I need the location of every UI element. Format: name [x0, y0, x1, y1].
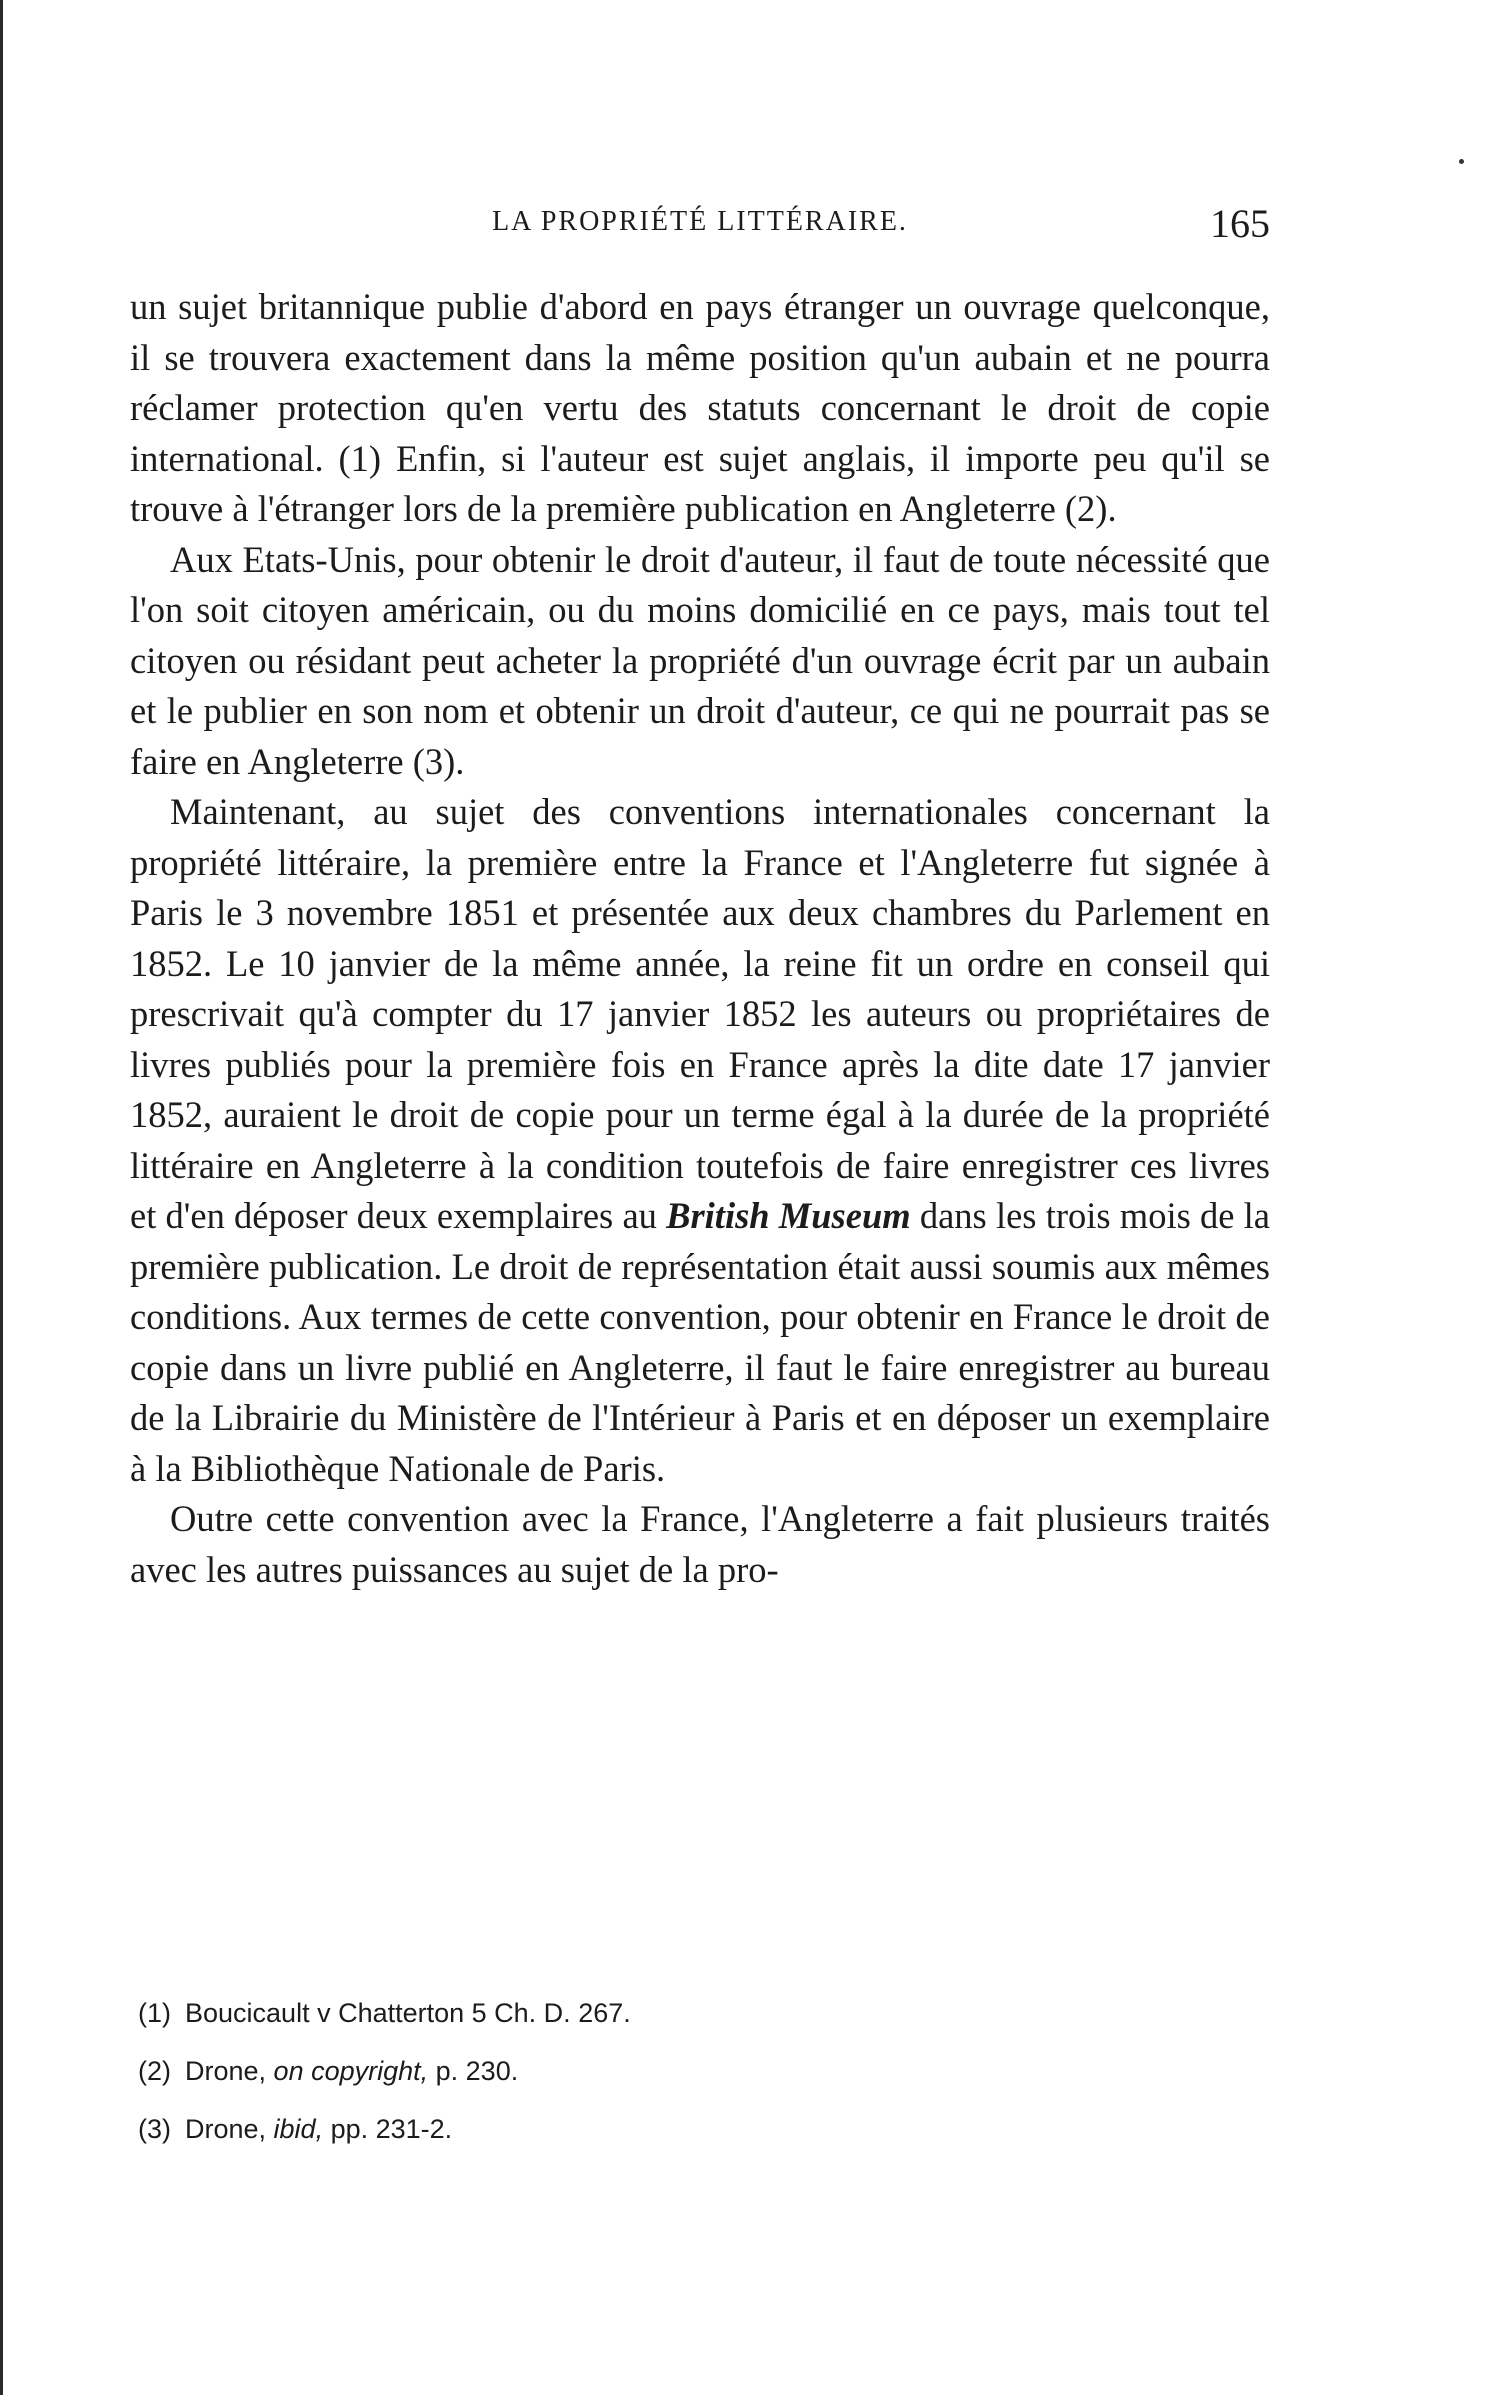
footnote-text-run: Boucicault v Chatterton 5 Ch. D. 267.	[185, 1998, 631, 2028]
footnote-text-run: Drone,	[185, 2056, 274, 2086]
footnote-3	[138, 2114, 1238, 2172]
footnotes	[138, 1998, 1238, 2172]
paragraph-etats-unis	[130, 535, 1270, 788]
footnote-mark: (2)	[138, 2056, 171, 2086]
footnote-italic-run: ibid,	[273, 2114, 324, 2144]
footnote-text-run: pp. 231-2.	[323, 2114, 453, 2144]
footnote-text-run: Drone,	[185, 2114, 274, 2144]
page-number: 165	[1210, 201, 1270, 246]
paragraph-text-run: Outre cette convention avec la France, l'Angleterre a fait plusieurs traités avec les autres puissances au sujet de la pro-	[130, 1498, 1270, 1590]
footnote-mark: (3)	[138, 2114, 171, 2144]
paragraph-continuation	[130, 282, 1270, 535]
paragraph-text-run: Maintenant, au sujet des conventions internationales concernant la propriété littéraire, la première entre la France et l'Angleterre fut signée à Paris le 3 novembre 1851 et présentée aux deux chambres du Parlement en 1852. Le 10 janvier de la même année, la reine fit un ordre en conseil qui prescrivait qu'à compter du 17 janvier 1852 les auteurs ou propriétaires de livres publiés pour la première fois en France après la dite date 17 janvier 1852, auraient le droit de copie pour un terme égal à la durée de la propriété littéraire en Angleterre à la condition toutefois de faire enregistrer ces livres et d'en déposer deux exemplaires au	[130, 791, 1270, 1236]
footnote-2	[138, 2056, 1238, 2114]
paragraph-conventions	[130, 787, 1270, 1494]
footnote-text-run: p. 230.	[428, 2056, 519, 2086]
page-header	[130, 200, 1270, 250]
paragraph-text-run: un sujet britannique publie d'abord en pays étranger un ouvrage quelconque, il se trouvera exactement dans la même position qu'un aubain et ne pourra réclamer protection qu'en vertu des statuts concernant le droit de copie international. (1) Enfin, si l'auteur est sujet anglais, il importe peu qu'il se trouve à l'étranger lors de la première publication en Angleterre (2).	[130, 286, 1270, 529]
footnote-mark: (1)	[138, 1998, 171, 2028]
footnote-1	[138, 1998, 1238, 2056]
paragraph-text-run: Aux Etats-Unis, pour obtenir le droit d'auteur, il faut de toute nécessité que l'on soit citoyen américain, ou du moins domicilié en ce pays, mais tout tel citoyen ou résidant peut acheter la propriété d'un ouvrage écrit par un aubain et le publier en son nom et obtenir un droit d'auteur, ce qui ne pourrait pas se faire en Angleterre (3).	[130, 538, 1270, 782]
paragraph-traites	[130, 1494, 1270, 1595]
paragraph-text-run: dans les trois mois de la première publication. Le droit de représentation était aussi soumis aux mêmes conditions. Aux termes de cette convention, pour obtenir en France le droit de copie dans un livre publié en Angleterre, il faut le faire enregistrer au bureau de la Librairie du Ministère de l'Intérieur à Paris et en déposer un exemplaire à la Bibliothèque Nationale de Paris.	[130, 1195, 1270, 1489]
ink-speck	[1459, 159, 1464, 164]
body-text	[130, 282, 1270, 1595]
paragraph-italic-run: British Museum	[666, 1195, 911, 1236]
footnote-italic-run: on copyright,	[273, 2056, 429, 2086]
page-edge-line	[0, 0, 3, 2395]
running-title: LA PROPRIÉTÉ LITTÉRAIRE.	[492, 206, 908, 237]
